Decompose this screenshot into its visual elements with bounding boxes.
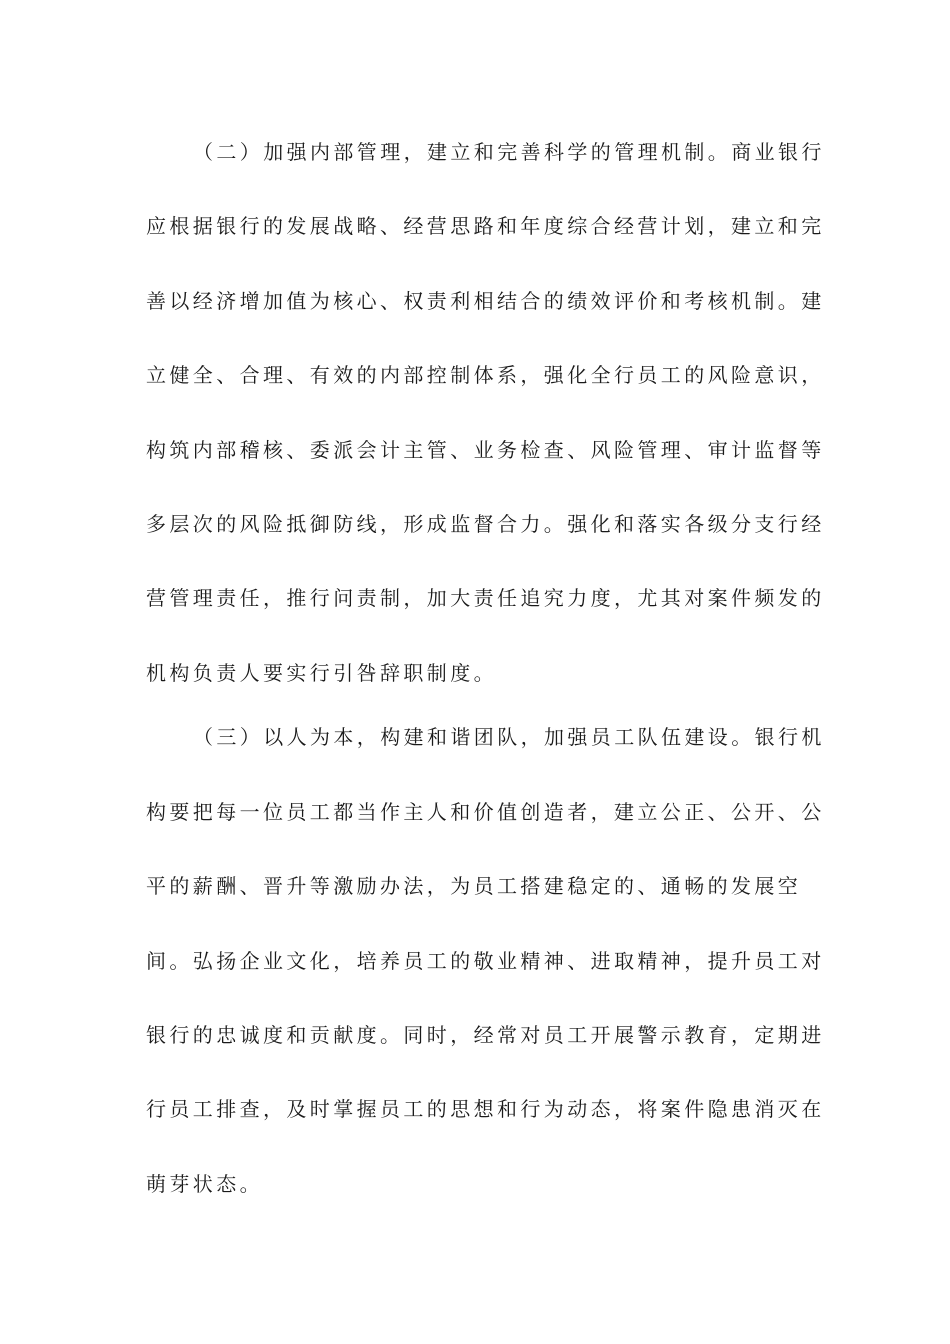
paragraph-line: 善以经济增加值为核心、权责利相结合的绩效评价和考核机制。建: [146, 289, 825, 313]
paragraph-line: （二）加强内部管理，建立和完善科学的管理机制。商业银行: [193, 140, 825, 164]
paragraph-line: 间。弘扬企业文化，培养员工的敬业精神、进取精神，提升员工对: [146, 949, 825, 973]
paragraph-line: 构要把每一位员工都当作主人和价值创造者，建立公正、公开、公: [146, 800, 825, 824]
paragraph-line: 行员工排查，及时掌握员工的思想和行为动态，将案件隐患消灭在: [146, 1097, 825, 1121]
paragraph-line: 构筑内部稽核、委派会计主管、业务检查、风险管理、审计监督等: [146, 438, 825, 462]
paragraph-line: 银行的忠诚度和贡献度。同时，经常对员工开展警示教育，定期进: [146, 1023, 825, 1047]
paragraph-line: 应根据银行的发展战略、经营思路和年度综合经营计划，建立和完: [146, 214, 825, 238]
paragraph-line: 萌芽状态。: [146, 1172, 263, 1196]
paragraph-line: 立健全、合理、有效的内部控制体系，强化全行员工的风险意识，: [146, 363, 825, 387]
paragraph-line: 多层次的风险抵御防线，形成监督合力。强化和落实各级分支行经: [146, 512, 825, 536]
paragraph-line: 营管理责任，推行问责制，加大责任追究力度，尤其对案件频发的: [146, 586, 825, 610]
paragraph-line: 平的薪酬、晋升等激励办法，为员工搭建稳定的、通畅的发展空: [146, 874, 802, 898]
paragraph-line: 机构负责人要实行引咎辞职制度。: [146, 661, 497, 685]
paragraph-line: （三）以人为本，构建和谐团队，加强员工队伍建设。银行机: [193, 725, 825, 749]
